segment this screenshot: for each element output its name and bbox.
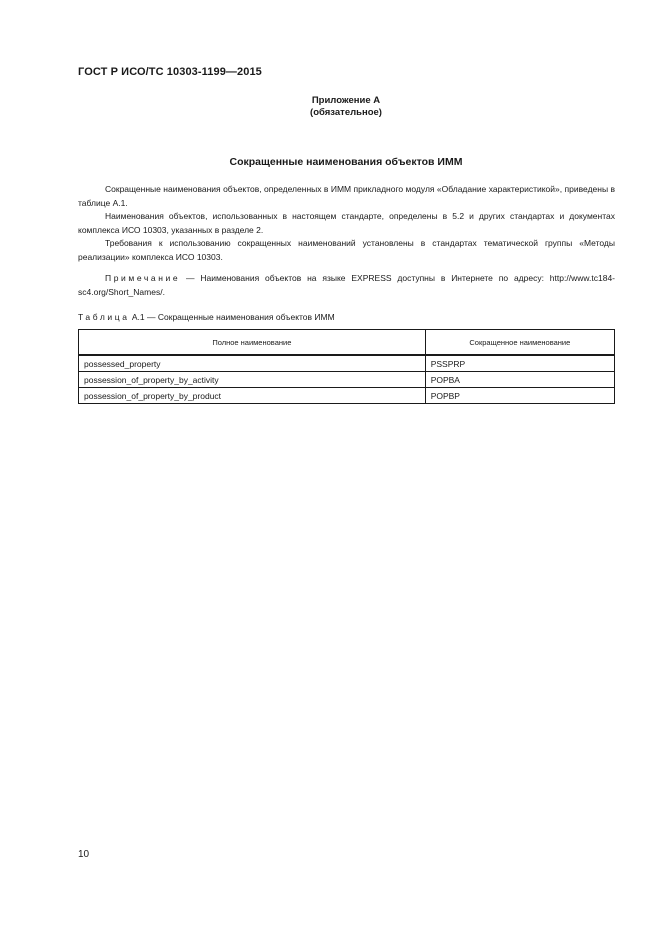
column-header-short-name: Сокращенное наименование xyxy=(425,330,614,356)
table-row xyxy=(79,355,615,372)
note xyxy=(78,272,615,299)
table-row xyxy=(79,388,615,404)
table-caption xyxy=(78,312,335,322)
table-row xyxy=(79,372,615,388)
page-number: 10 xyxy=(78,849,90,860)
short-name-cell: POPBA xyxy=(425,372,614,388)
note-text: — Наименования объектов на языке EXPRESS доступны в Интернете по адресу: http://www.tc184-sc4.org/Short_Names/. xyxy=(78,273,615,297)
paragraph: Сокращенные наименования объектов, определенных в ИММ прикладного модуля «Обладание характеристикой», приведены в таблице А.1. xyxy=(78,184,615,208)
short-names-table xyxy=(78,329,615,404)
table-caption-text: А.1 — Сокращенные наименования объектов ИММ xyxy=(129,312,335,322)
standard-id-header: ГОСТ Р ИСО/ТС 10303-1199—2015 xyxy=(78,66,262,78)
full-name-cell: possessed_property xyxy=(79,355,426,372)
body-text xyxy=(78,183,615,264)
appendix-title: Приложение А xyxy=(311,95,381,106)
appendix-status: (обязательное) xyxy=(310,107,382,118)
section-title: Сокращенные наименования объектов ИММ xyxy=(229,156,463,168)
column-header-full-name: Полное наименование xyxy=(79,330,426,356)
note-label: Примечание xyxy=(105,273,181,283)
table-header-row xyxy=(79,330,615,356)
table-caption-label: Таблица xyxy=(78,312,130,322)
full-name-cell: possession_of_property_by_product xyxy=(79,388,426,404)
paragraph: Наименования объектов, использованных в настоящем стандарте, определены в 5.2 и других стандартах и документах комплекса ИСО 10303, указанных в разделе 2. xyxy=(78,211,615,235)
full-name-cell: possession_of_property_by_activity xyxy=(79,372,426,388)
short-name-cell: PSSPRP xyxy=(425,355,614,372)
paragraph: Требования к использованию сокращенных наименований установлены в стандартах тематической группы «Методы реализации» комплекса ИСО 10303. xyxy=(78,238,615,262)
short-name-cell: POPBP xyxy=(425,388,614,404)
